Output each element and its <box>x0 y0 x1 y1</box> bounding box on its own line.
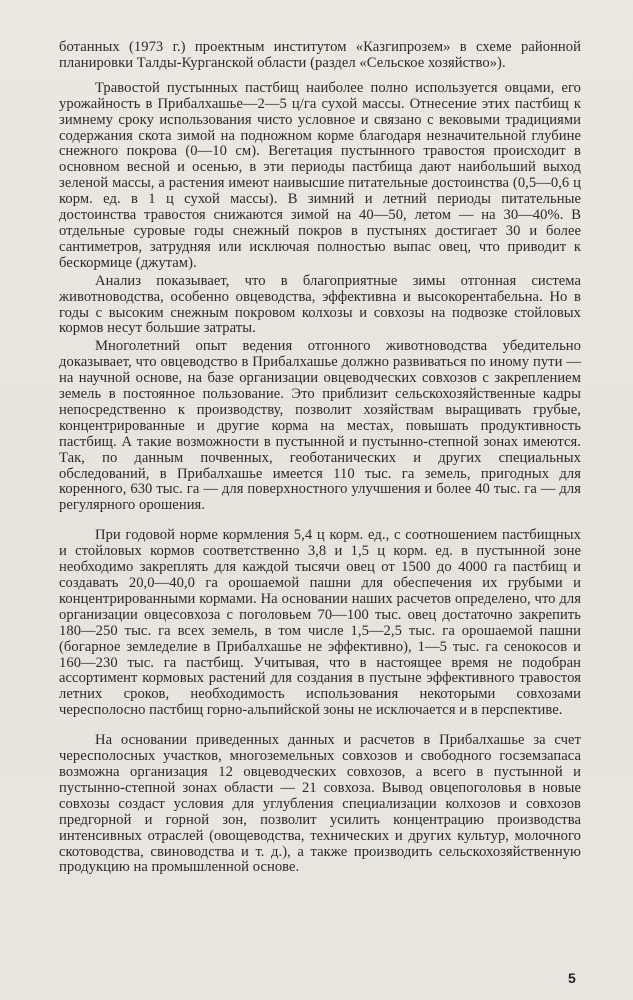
paragraph-pasture-usage: Травостой пустынных пастбищ наиболее полно используется овцами, его урожайность в Прибалхашье—2—5 ц/га сухой массы. Отнесение этих пастбищ к зимнему сроку использования чисто условное и связано с вековыми традициями содержания скота зимой на подножном корме благодаря незначительной глубине снежного покрова (0—10 см). Вегетация пустынного травостоя происходит в основном весной и осенью, в эти периоды пастбища дают наибольший выход зеленой массы, а растения имеют наивысшие питательные достоинства (0,5—0,6 ц корм. ед. в 1 ц сухой массы). В зимний и летний периоды питательные достоинства травостоя снижаются зимой на 40—50, летом — на 30—40%. В отдельные суровые годы снежный покров в пустынях достигает 30 и более сантиметров, затрудняя или исключая полностью выпас овец, что приводит к бескормице (джутам). <box>59 79 581 271</box>
page-number: 5 <box>568 970 576 986</box>
paragraph-analysis: Анализ показывает, что в благоприятные зимы отгонная система животноводства, особенно овцеводства, эффективна и высокорентабельна. Но в годы с высоким снежным покровом колхозы и совхозы на подвозке стойловых кормов несут большие затраты. <box>59 272 581 337</box>
paragraph-continuation: ботанных (1973 г.) проектным институтом «Казгипрозем» в схеме районной планировки Талды-Курганской области (раздел «Сельское хозяйство»). <box>59 39 581 71</box>
body-text <box>59 40 581 876</box>
paragraph-feeding-norm: При годовой норме кормления 5,4 ц корм. ед., с соотношением пастбищных и стойловых кормов соответственно 3,8 и 1,5 ц корм. ед. в пустынной зоне необходимо закреплять для каждой тысячи овец от 1500 до 4000 га пастбищ и создавать 20,0—40,0 га орошаемой пашни для обеспечения их грубыми и концентрированными кормами. На основании наших расчетов определено, что для организации овцесовхоза с поголовьем 70—100 тыс. овец достаточно закрепить 180—250 тыс. га всех земель, в том числе 1,5—2,5 тыс. га орошаемой пашни (богарное земледелие в Прибалхашье не эффективно), 1—5 тыс. га сенокосов и 160—230 тыс. га пастбищ. Учитывая, что в настоящее время не подобран ассортимент кормовых растений для создания в пустыне эффективного травостоя летних сроков, необходимость использования некоторыми совхозами чересполосно пастбищ горно-альпийской зоны не исключается и в перспективе. <box>59 527 581 719</box>
paragraph-conclusion: На основании приведенных данных и расчетов в Прибалхашье за счет чересполосных участков, многоземельных совхозов и свободного госземзапаса возможна организация 12 овцеводческих совхозов, а всего в пустынной и пустынно-степной зонах области — 21 совхоза. Вывод овцепоголовья в новые совхозы создаст условия для углубления специализации колхозов и совхозов предгорной и горной зон, позволит усилить концентрацию производства интенсивных отраслей (овощеводства, технических и других культур, молочного скотоводства, свиноводства и т. д.), а также производить сельскохозяйственную продукцию на промышленной основе. <box>59 732 581 876</box>
paragraph-experience: Многолетний опыт ведения отгонного животноводства убедительно доказывает, что овцеводство в Прибалхашье должно развиваться по иному пути — на научной основе, на базе организации овцеводческих совхозов с закреплением земель в постоянное пользование. Это приблизит сельскохозяйственные кадры непосредственно к производству, позволит хозяйствам выращивать грубые, концентрированные и другие корма на местах, повышать продуктивность пастбищ. А такие возможности в пустынной и пустынно-степной зонах имеются. Так, по данным почвенных, геоботанических и других специальных обследований, в Прибалхашье имеется 110 тыс. га земель, пригодных для коренного, 630 тыс. га — для поверхностного улучшения и более 40 тыс. га — для регулярного орошения. <box>59 338 581 514</box>
